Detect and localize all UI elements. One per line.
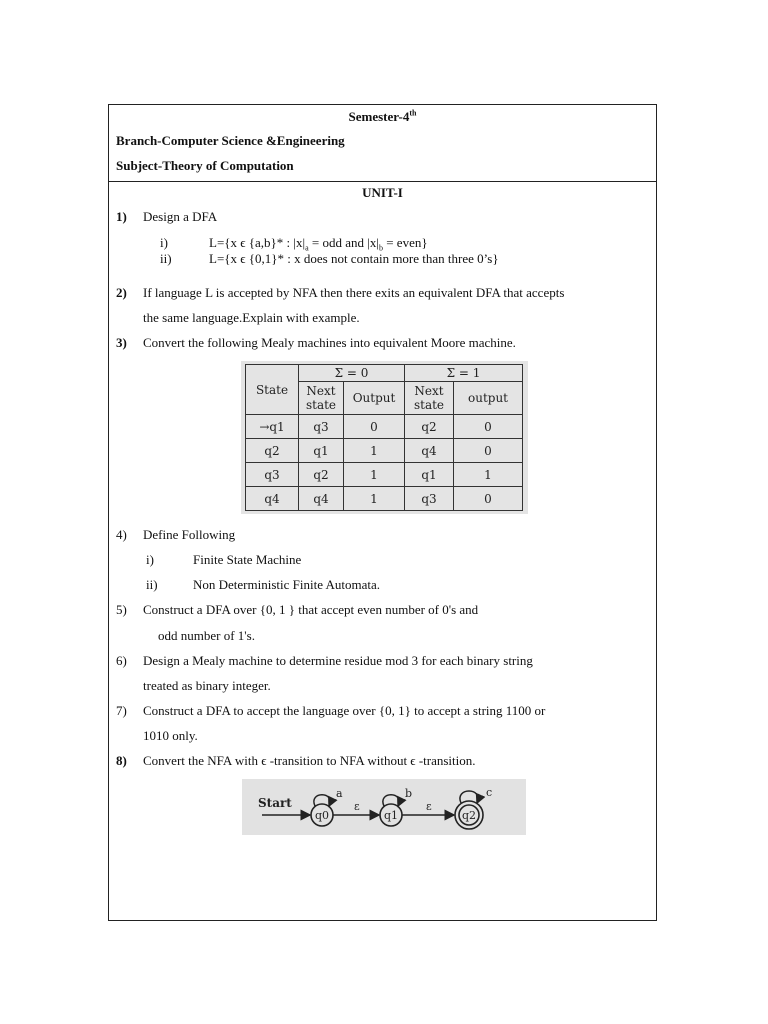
q4-sub-i-text: Finite State Machine: [193, 552, 302, 567]
q4-sub-i-number: i): [146, 552, 154, 567]
table-row: [246, 463, 523, 487]
q2-number: 2): [116, 285, 127, 300]
table-cell-out1: 0: [454, 487, 523, 511]
q8-number: 8): [116, 753, 127, 768]
next-state-header-1: Next state: [405, 382, 454, 415]
edge-q1-q2-label: ε: [426, 800, 432, 813]
header-divider: [109, 181, 656, 182]
table-cell-state: →q1: [246, 415, 299, 439]
q1-sub-i-text: L={x ϵ {a,b}* : $|x|_a$ = odd and $|x|_b$ = even}: [209, 235, 428, 253]
col-state-header: State: [246, 365, 299, 415]
loop-q2-label: c: [486, 786, 493, 799]
group-sigma0-header: Σ = 0: [299, 365, 405, 382]
nfa-diagram: [242, 779, 526, 835]
q5-line2: odd number of 1's.: [158, 628, 255, 643]
unit-title: UNIT-I: [362, 185, 403, 200]
question-paper-frame: [108, 104, 657, 921]
state-q2-label: q2: [461, 809, 477, 822]
table-cell-state: q2: [246, 439, 299, 463]
edge-q0-q1-label: ε: [354, 800, 360, 813]
q1-sub-ii-text: L={x ϵ {0,1}* : x does not contain more than three 0’s}: [209, 251, 499, 266]
table-cell-ns1: q3: [405, 487, 454, 511]
q6-line2: treated as binary integer.: [143, 678, 271, 693]
q6-line1: Design a Mealy machine to determine residue mod 3 for each binary string: [143, 653, 533, 668]
table-cell-out1: 0: [454, 439, 523, 463]
q7-line2: 1010 only.: [143, 728, 198, 743]
table-cell-out0: 0: [344, 415, 405, 439]
next-state-header-0: Next state: [299, 382, 344, 415]
q7-line1: Construct a DFA to accept the language over {0, 1} to accept a string 1100 or: [143, 703, 546, 718]
table-cell-out0: 1: [344, 487, 405, 511]
output-header-0: Output: [344, 382, 405, 415]
q2-line2: the same language.Explain with example.: [143, 310, 360, 325]
q6-number: 6): [116, 653, 127, 668]
table-row: [246, 415, 523, 439]
q1-sub-ii-number: ii): [160, 251, 172, 266]
state-q0-label: q0: [314, 809, 330, 822]
start-label: Start: [258, 796, 292, 810]
table-cell-out0: 1: [344, 463, 405, 487]
table-row: [246, 487, 523, 511]
table-cell-ns1: q4: [405, 439, 454, 463]
q5-line1: Construct a DFA over {0, 1 } that accept even number of 0's and: [143, 602, 479, 617]
q1-number: 1): [116, 209, 127, 224]
table-cell-out1: 1: [454, 463, 523, 487]
q4-sub-ii-text: Non Deterministic Finite Automata.: [193, 577, 381, 592]
q1-sub-i-number: i): [160, 235, 168, 250]
table-cell-ns1: q2: [405, 415, 454, 439]
table-cell-ns0: q3: [299, 415, 344, 439]
group-sigma1-header: Σ = 1: [405, 365, 523, 382]
q3-text: Convert the following Mealy machines into equivalent Moore machine.: [143, 335, 516, 350]
table-cell-ns0: q1: [299, 439, 344, 463]
table-cell-out1: 0: [454, 415, 523, 439]
branch-heading: Branch-Computer Science &Engineering: [116, 133, 345, 148]
state-q1-label: q1: [383, 809, 399, 822]
table-cell-ns1: q1: [405, 463, 454, 487]
table-cell-out0: 1: [344, 439, 405, 463]
nfa-diagram-image: [242, 779, 526, 835]
loop-q0-label: a: [336, 787, 343, 800]
mealy-machine-table: [245, 364, 523, 511]
q4-number: 4): [116, 527, 127, 542]
q3-number: 3): [116, 335, 127, 350]
subject-heading: Subject-Theory of Computation: [116, 158, 294, 173]
semester-heading: Semester-4th: [348, 108, 417, 124]
q5-number: 5): [116, 602, 127, 617]
table-cell-state: q4: [246, 487, 299, 511]
q7-number: 7): [116, 703, 127, 718]
mealy-machine-table-image: [241, 361, 528, 514]
q4-sub-ii-number: ii): [146, 577, 158, 592]
table-cell-ns0: q4: [299, 487, 344, 511]
table-cell-ns0: q2: [299, 463, 344, 487]
q1-text: Design a DFA: [143, 209, 218, 224]
q8-text: Convert the NFA with ϵ -transition to NFA without ϵ -transition.: [143, 753, 476, 768]
output-header-1: output: [454, 382, 523, 415]
q4-text: Define Following: [143, 527, 236, 542]
table-row: [246, 439, 523, 463]
q2-line1: If language L is accepted by NFA then there exits an equivalent DFA that accepts: [143, 285, 565, 300]
table-cell-state: q3: [246, 463, 299, 487]
loop-q1-label: b: [405, 787, 413, 800]
